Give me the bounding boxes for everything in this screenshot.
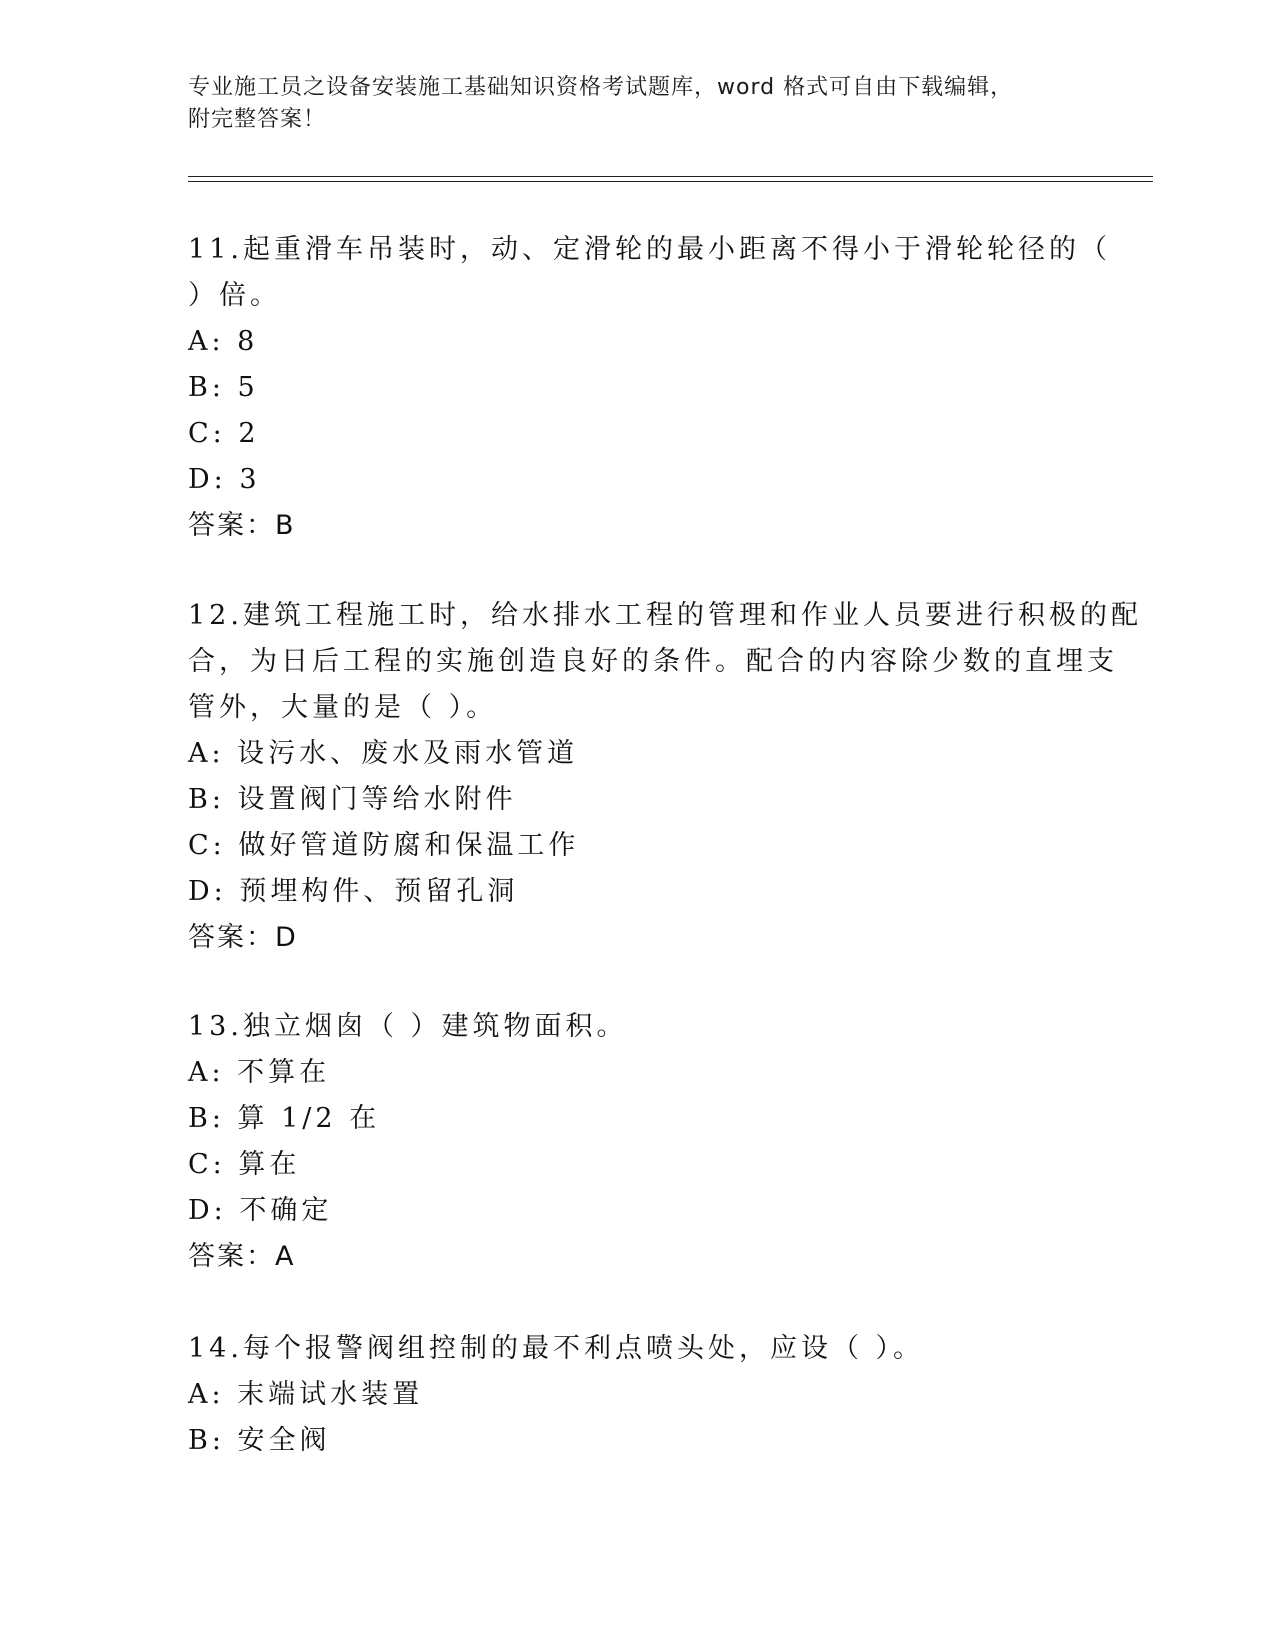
question-stem-line: 12.建筑工程施工时，给水排水工程的管理和作业人员要进行积极的配 — [188, 600, 1142, 631]
question-11 — [188, 227, 1111, 549]
option-a: A: 8 — [188, 326, 259, 357]
option-c: C: 2 — [188, 418, 260, 449]
answer-line: 答案：B — [188, 510, 296, 541]
question-stem-line: 14.每个报警阀组控制的最不利点喷头处，应设（ ）。 — [188, 1333, 925, 1364]
option-c: C: 做好管道防腐和保温工作 — [188, 830, 580, 861]
option-a: A: 末端试水装置 — [188, 1379, 424, 1410]
option-b: B: 安全阀 — [188, 1425, 331, 1456]
option-b: B: 5 — [188, 372, 259, 403]
document-header — [188, 72, 1068, 136]
answer-line: 答案：A — [188, 1241, 296, 1272]
header-line-2: 附完整答案！ — [188, 107, 327, 132]
option-a: A: 设污水、废水及雨水管道 — [188, 738, 579, 769]
question-stem-line: 管外，大量的是（ ）。 — [188, 692, 498, 723]
option-d: D: 不确定 — [188, 1195, 333, 1226]
question-stem-line: 11.起重滑车吊装时，动、定滑轮的最小距离不得小于滑轮轮径的（ — [188, 234, 1111, 265]
question-stem-line: 合，为日后工程的实施创造良好的条件。配合的内容除少数的直埋支 — [188, 646, 1118, 677]
option-b: B: 设置阀门等给水附件 — [188, 784, 517, 815]
question-stem-line: ）倍。 — [188, 280, 281, 311]
option-a: A: 不算在 — [188, 1057, 331, 1088]
option-c: C: 算在 — [188, 1149, 301, 1180]
answer-line: 答案：D — [188, 922, 298, 953]
question-12 — [188, 593, 1142, 961]
option-b: B: 算 1/2 在 — [188, 1103, 381, 1134]
question-stem-line: 13.独立烟囱（ ）建筑物面积。 — [188, 1011, 628, 1042]
question-13 — [188, 1004, 1088, 1280]
question-14 — [188, 1326, 1088, 1464]
header-rule-top — [188, 176, 1153, 177]
option-d: D: 预埋构件、预留孔洞 — [188, 876, 519, 907]
header-line-1: 专业施工员之设备安装施工基础知识资格考试题库，word 格式可自由下载编辑， — [188, 75, 1014, 100]
option-d: D: 3 — [188, 464, 261, 495]
header-rule-bottom — [188, 181, 1153, 182]
